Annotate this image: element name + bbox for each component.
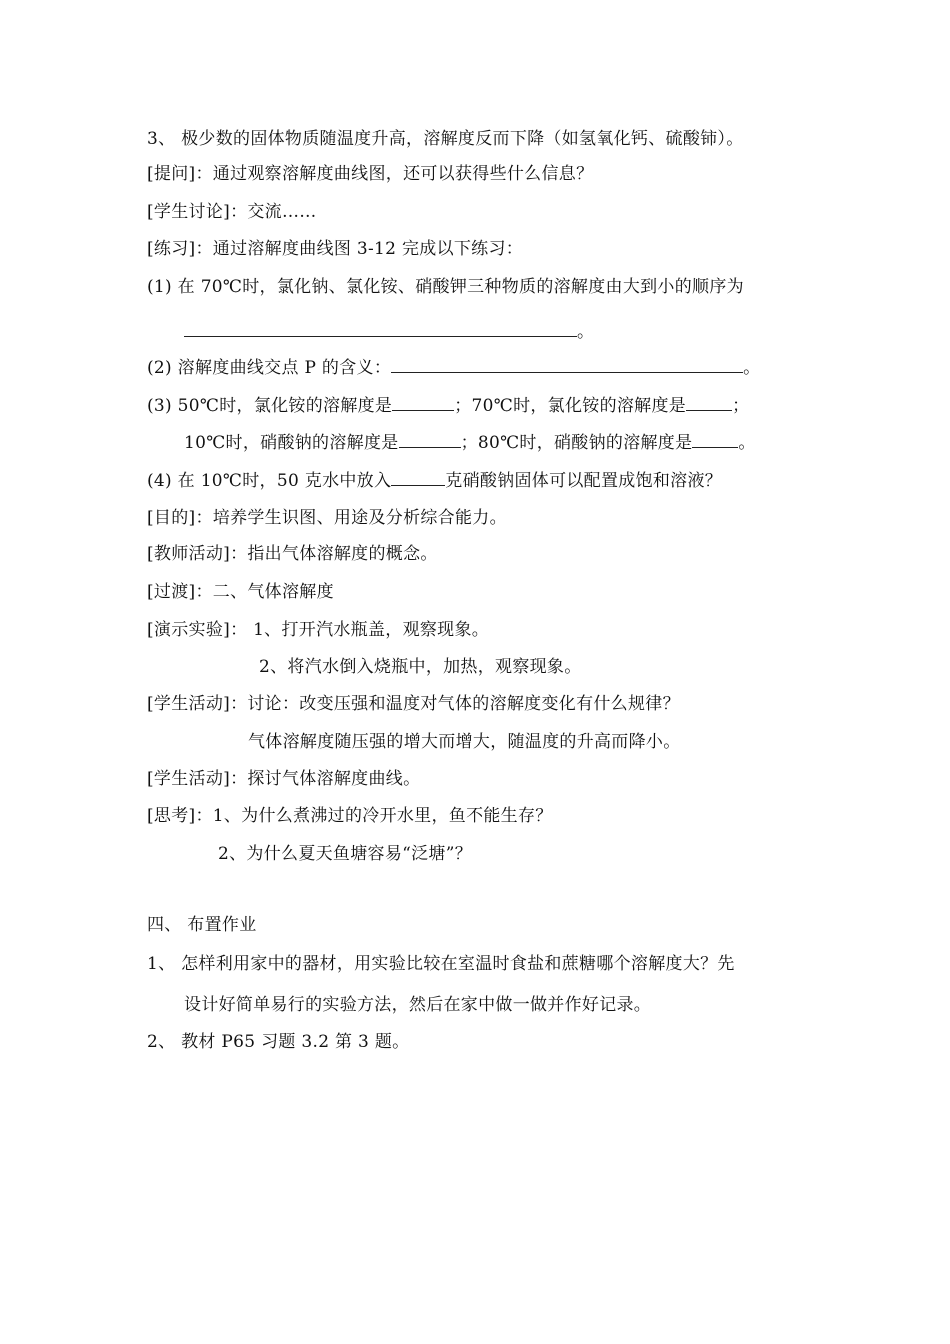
exercise-2-text: (2) 溶解度曲线交点 P 的含义： xyxy=(147,358,392,378)
homework-item-1-continued: 设计好简单易行的实验方法，然后在家中做一做并作好记录。 xyxy=(184,995,652,1015)
paragraph-line: 3、 极少数的固体物质随温度升高，溶解度反而下降（如氢氧化钙、硫酸铈）。 xyxy=(147,129,744,149)
exercise-3-text-f: 。 xyxy=(738,433,756,453)
line-end-mark: 。 xyxy=(577,322,595,342)
line-end-mark: 。 xyxy=(743,358,761,378)
transition-line: [过渡]：二、气体溶解度 xyxy=(147,582,334,602)
exercise-4-text-a: (4) 在 10℃时，50 克水中放入 xyxy=(147,471,392,491)
exercise-3-text-d: 10℃时，硝酸钠的溶解度是 xyxy=(184,433,399,453)
answer-blank[interactable] xyxy=(392,394,454,411)
homework-item-1: 1、 怎样利用家中的器材，用实验比较在室温时食盐和蔗糖哪个溶解度大？先 xyxy=(147,954,735,974)
conclusion-line: 气体溶解度随压强的增大而增大，随温度的升高而降小。 xyxy=(248,732,681,752)
answer-blank[interactable] xyxy=(184,320,577,337)
exercise-3-continued-line xyxy=(184,431,756,454)
thinking-line: [思考]：1、为什么煮沸过的冷开水里，鱼不能生存？ xyxy=(147,806,553,826)
exercise-4-text-b: 克硝酸钠固体可以配置成饱和溶液？ xyxy=(445,471,723,491)
question-line: [提问]：通过观察溶解度曲线图，还可以获得些什么信息？ xyxy=(147,164,594,184)
exercise-3-text-b: ；70℃时，氯化铵的溶解度是 xyxy=(454,396,687,416)
homework-item-2: 2、 教材 P65 习题 3.2 第 3 题。 xyxy=(147,1032,410,1052)
student-activity-line: [学生活动]：讨论：改变压强和温度对气体的溶解度变化有什么规律？ xyxy=(147,694,680,714)
answer-blank[interactable] xyxy=(391,356,743,373)
exercise-1-answer-line xyxy=(184,320,594,343)
answer-blank[interactable] xyxy=(399,431,461,448)
exercise-3-line xyxy=(147,394,749,417)
exercise-2-line xyxy=(147,356,760,379)
answer-blank[interactable] xyxy=(686,394,732,411)
exercise-intro-line: [练习]：通过溶解度曲线图 3-12 完成以下练习： xyxy=(147,239,524,259)
teacher-activity-line: [教师活动]：指出气体溶解度的概念。 xyxy=(147,544,438,564)
section-heading: 四、 布置作业 xyxy=(147,915,257,935)
answer-blank[interactable] xyxy=(391,469,445,486)
exercise-3-text-c: ； xyxy=(732,396,750,416)
demo-experiment-line: [演示实验]： 1、打开汽水瓶盖，观察现象。 xyxy=(147,620,490,640)
exercise-4-line xyxy=(147,469,722,492)
thinking-line-2: 2、为什么夏天鱼塘容易“泛塘”？ xyxy=(218,844,472,864)
discussion-line: [学生讨论]：交流…… xyxy=(147,202,317,222)
answer-blank[interactable] xyxy=(692,431,738,448)
exercise-3-text-e: ；80℃时，硝酸钠的溶解度是 xyxy=(460,433,693,453)
demo-experiment-step-2: 2、将汽水倒入烧瓶中，加热，观察现象。 xyxy=(259,657,582,677)
student-activity-line-2: [学生活动]：探讨气体溶解度曲线。 xyxy=(147,769,421,789)
exercise-3-text-a: (3) 50℃时，氯化铵的溶解度是 xyxy=(147,396,393,416)
exercise-1-line: (1) 在 70℃时，氯化钠、氯化铵、硝酸钾三种物质的溶解度由大到小的顺序为 xyxy=(147,277,744,297)
purpose-line: [目的]：培养学生识图、用途及分析综合能力。 xyxy=(147,508,507,528)
